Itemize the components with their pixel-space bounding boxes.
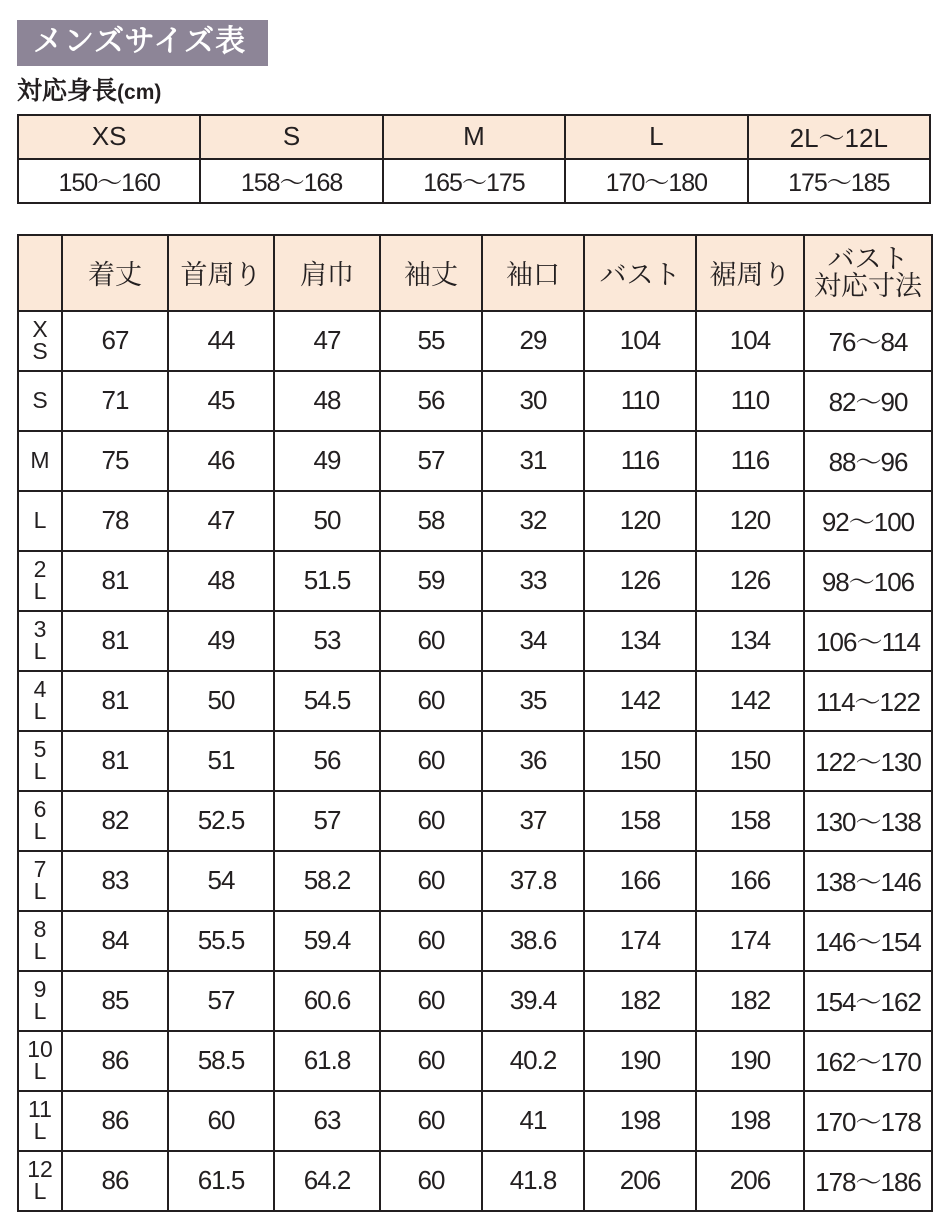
table-cell: 60 [168,1091,274,1151]
column-header-bust-fit [804,235,932,311]
table-cell: 81 [62,551,168,611]
measurements-body [18,311,932,1211]
table-cell: 48 [168,551,274,611]
table-row [18,1031,932,1091]
height-range-s: 158〜168 [200,159,382,203]
row-size-label [18,911,62,971]
table-row [18,1091,932,1151]
table-cell: 116 [696,431,804,491]
table-cell: 63 [274,1091,380,1151]
table-cell: 32 [482,491,584,551]
table-cell: 81 [62,731,168,791]
table-cell: 40.2 [482,1031,584,1091]
row-size-label [18,731,62,791]
row-size-label-part: 3 [33,616,47,643]
row-size-label-part: 9 [33,976,47,1003]
table-cell: 182 [696,971,804,1031]
table-cell: 86 [62,1151,168,1211]
measurements-table [17,234,933,1212]
height-heading-unit: (cm) [117,81,162,104]
row-size-label [18,671,62,731]
row-size-label-part: 2 [33,556,47,583]
table-cell: 37 [482,791,584,851]
table-cell: 56 [380,371,482,431]
table-cell: 83 [62,851,168,911]
table-cell: 60 [380,731,482,791]
table-cell: 198 [584,1091,696,1151]
row-size-label [18,431,62,491]
table-cell: 59 [380,551,482,611]
column-header-sodetake: 袖丈 [380,235,482,311]
table-cell: 110 [696,371,804,431]
table-row [18,551,932,611]
table-cell: 142 [696,671,804,731]
row-size-label-part: 11 [28,1096,52,1123]
table-cell: 116 [584,431,696,491]
row-size-label-part: L [33,637,47,664]
table-cell: 158 [696,791,804,851]
height-range-xs: 150〜160 [18,159,200,203]
row-size-label-part: L [33,1057,47,1084]
table-cell: 142 [584,671,696,731]
table-row [18,911,932,971]
table-cell: 106〜114 [804,611,932,671]
table-row [18,611,932,671]
table-cell: 41.8 [482,1151,584,1211]
table-cell: 82 [62,791,168,851]
table-cell: 60 [380,671,482,731]
table-cell: 50 [168,671,274,731]
table-cell: 81 [62,671,168,731]
table-cell: 86 [62,1091,168,1151]
table-cell: 122〜130 [804,731,932,791]
column-header-kubimawari: 首周り [168,235,274,311]
table-cell: 67 [62,311,168,371]
row-size-label-part: 4 [33,676,47,703]
row-size-label [18,551,62,611]
corner-cell [18,235,62,311]
table-cell: 120 [696,491,804,551]
table-cell: 126 [696,551,804,611]
row-size-label [18,1091,62,1151]
column-header-kitake: 着丈 [62,235,168,311]
table-cell: 88〜96 [804,431,932,491]
table-cell: 29 [482,311,584,371]
row-size-label [18,791,62,851]
table-cell: 104 [696,311,804,371]
table-cell: 58 [380,491,482,551]
table-cell: 81 [62,611,168,671]
table-cell: 57 [168,971,274,1031]
table-cell: 45 [168,371,274,431]
section-spacer [14,204,930,234]
column-header-susomawari: 裾周り [696,235,804,311]
height-size-s: S [200,115,382,159]
height-size-xs: XS [18,115,200,159]
table-cell: 170〜178 [804,1091,932,1151]
table-cell: 114〜122 [804,671,932,731]
row-size-label-part: L [33,1177,47,1204]
table-row [18,851,932,911]
table-cell: 104 [584,311,696,371]
table-cell: 85 [62,971,168,1031]
table-cell: 30 [482,371,584,431]
table-cell: 58.2 [274,851,380,911]
table-cell: 150 [584,731,696,791]
row-size-label [18,971,62,1031]
row-size-label-part: L [33,817,47,844]
table-cell: 55 [380,311,482,371]
table-cell: 150 [696,731,804,791]
table-cell: 46 [168,431,274,491]
table-cell: 31 [482,431,584,491]
table-row [18,971,932,1031]
row-size-label-part: L [33,577,47,604]
table-cell: 35 [482,671,584,731]
table-cell: 57 [380,431,482,491]
table-cell: 51 [168,731,274,791]
table-cell: 60 [380,971,482,1031]
row-size-label-part: M [30,446,50,473]
row-size-label [18,491,62,551]
row-size-label-part: S [32,386,48,413]
column-header-sodeguchi: 袖口 [482,235,584,311]
table-cell: 36 [482,731,584,791]
table-cell: 50 [274,491,380,551]
row-size-label-part: 7 [33,856,47,883]
row-size-label-part: S [32,337,48,364]
table-row [18,791,932,851]
row-size-label-part: 6 [33,796,47,823]
height-range-2l-12l: 175〜185 [748,159,930,203]
table-cell: 38.6 [482,911,584,971]
table-cell: 49 [168,611,274,671]
table-cell: 60 [380,1091,482,1151]
table-cell: 166 [584,851,696,911]
table-cell: 61.8 [274,1031,380,1091]
table-cell: 60 [380,851,482,911]
table-cell: 92〜100 [804,491,932,551]
row-size-label-part: L [33,1117,47,1144]
height-size-l: L [565,115,747,159]
table-cell: 71 [62,371,168,431]
row-size-label [18,1031,62,1091]
column-header-bust: バスト [584,235,696,311]
table-cell: 158 [584,791,696,851]
table-cell: 178〜186 [804,1151,932,1211]
height-size-2l-12l: 2L〜12L [748,115,930,159]
table-row [18,1151,932,1211]
table-cell: 51.5 [274,551,380,611]
table-cell: 174 [696,911,804,971]
row-size-label [18,611,62,671]
table-row [18,431,932,491]
row-size-label-part: 5 [33,736,47,763]
row-size-label-part: 8 [33,916,47,943]
table-cell: 162〜170 [804,1031,932,1091]
table-cell: 134 [584,611,696,671]
table-cell: 130〜138 [804,791,932,851]
row-size-label [18,311,62,371]
table-cell: 60 [380,611,482,671]
height-heading-text: 対応身長 [17,77,118,105]
table-cell: 41 [482,1091,584,1151]
table-cell: 34 [482,611,584,671]
table-cell: 75 [62,431,168,491]
height-range-l: 170〜180 [565,159,747,203]
table-cell: 47 [168,491,274,551]
table-cell: 138〜146 [804,851,932,911]
table-cell: 61.5 [168,1151,274,1211]
page-title: メンズサイズ表 [17,20,268,66]
table-cell: 60 [380,1151,482,1211]
table-cell: 49 [274,431,380,491]
measurements-header-row [18,235,932,311]
row-size-label-part: 12 [27,1156,53,1183]
table-cell: 182 [584,971,696,1031]
table-cell: 126 [584,551,696,611]
table-cell: 39.4 [482,971,584,1031]
table-cell: 48 [274,371,380,431]
table-cell: 146〜154 [804,911,932,971]
table-cell: 190 [584,1031,696,1091]
table-cell: 154〜162 [804,971,932,1031]
row-size-label [18,851,62,911]
column-header-katahaba: 肩巾 [274,235,380,311]
row-size-label-part: L [33,997,47,1024]
table-cell: 166 [696,851,804,911]
row-size-label-part: L [33,506,47,533]
table-cell: 190 [696,1031,804,1091]
row-size-label-part: L [33,757,47,784]
table-cell: 59.4 [274,911,380,971]
table-cell: 52.5 [168,791,274,851]
table-cell: 60 [380,911,482,971]
table-cell: 86 [62,1031,168,1091]
table-cell: 60 [380,791,482,851]
table-cell: 60 [380,1031,482,1091]
table-cell: 98〜106 [804,551,932,611]
column-header-bust-fit-line2: 対応寸法 [814,270,922,301]
table-cell: 64.2 [274,1151,380,1211]
table-row [18,731,932,791]
table-cell: 84 [62,911,168,971]
height-size-m: M [383,115,565,159]
table-cell: 134 [696,611,804,671]
row-size-label [18,371,62,431]
table-cell: 76〜84 [804,311,932,371]
row-size-label-part: L [33,937,47,964]
row-size-label-part: X [32,316,48,343]
row-size-label [18,1151,62,1211]
table-cell: 174 [584,911,696,971]
table-cell: 37.8 [482,851,584,911]
row-size-label-part: L [33,877,47,904]
table-row [18,311,932,371]
table-cell: 47 [274,311,380,371]
table-cell: 82〜90 [804,371,932,431]
table-row [18,671,932,731]
table-cell: 206 [584,1151,696,1211]
column-header-bust-fit-line1: バスト [827,243,909,274]
table-cell: 60.6 [274,971,380,1031]
table-cell: 33 [482,551,584,611]
table-row [18,371,932,431]
height-table-header-row [18,115,930,159]
height-range-m: 165〜175 [383,159,565,203]
table-cell: 53 [274,611,380,671]
table-cell: 206 [696,1151,804,1211]
table-cell: 55.5 [168,911,274,971]
table-cell: 120 [584,491,696,551]
row-size-label-part: 10 [27,1036,53,1063]
table-cell: 78 [62,491,168,551]
table-row [18,491,932,551]
table-cell: 110 [584,371,696,431]
table-cell: 56 [274,731,380,791]
table-cell: 44 [168,311,274,371]
table-cell: 57 [274,791,380,851]
table-cell: 198 [696,1091,804,1151]
row-size-label-part: L [33,697,47,724]
height-section-heading [17,78,930,106]
height-table [17,114,931,204]
table-cell: 54 [168,851,274,911]
table-cell: 58.5 [168,1031,274,1091]
table-cell: 54.5 [274,671,380,731]
height-table-value-row [18,159,930,203]
